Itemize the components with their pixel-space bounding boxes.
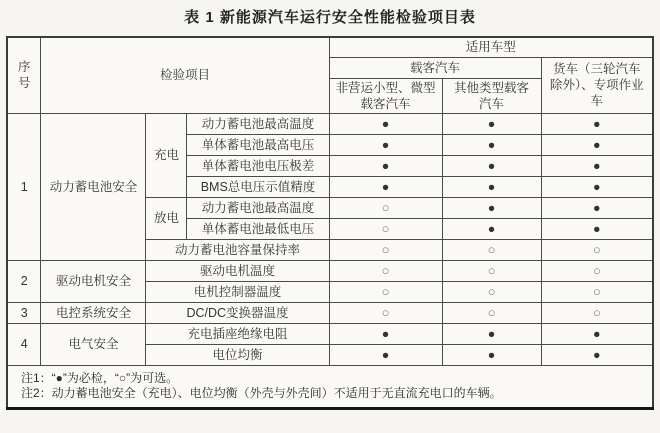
mark-cell: ● — [442, 218, 541, 239]
group-cell: 电气安全 — [41, 323, 146, 365]
mark-cell: ● — [442, 176, 541, 197]
mark-cell: ○ — [541, 281, 653, 302]
header-col-trucks: 货车（三轮汽车除外）、专项作业车 — [541, 57, 653, 113]
mark-cell: ● — [541, 218, 653, 239]
mark-cell: ● — [442, 134, 541, 155]
item-cell: 单体蓄电池电压极差 — [187, 155, 329, 176]
header-applicable-models: 适用车型 — [329, 37, 653, 57]
mark-cell: ● — [329, 134, 442, 155]
item-cell: 动力蓄电池最高温度 — [187, 113, 329, 134]
mark-cell: ○ — [329, 218, 442, 239]
mark-cell: ○ — [329, 281, 442, 302]
mark-cell: ● — [442, 113, 541, 134]
header-inspection-items: 检验项目 — [41, 37, 329, 113]
header-serial: 序号 — [7, 37, 41, 113]
item-cell: 动力蓄电池最高温度 — [187, 197, 329, 218]
mark-cell: ○ — [541, 302, 653, 323]
table-row — [7, 260, 653, 281]
mark-cell: ● — [541, 176, 653, 197]
mark-cell: ● — [541, 323, 653, 344]
mark-cell: ● — [442, 155, 541, 176]
mark-cell: ○ — [442, 239, 541, 260]
mark-cell: ● — [329, 113, 442, 134]
header-passenger-vehicles: 载客汽车 — [329, 57, 541, 78]
item-cell: 驱动电机温度 — [146, 260, 329, 281]
item-cell: 充电插座绝缘电阻 — [146, 323, 329, 344]
header-col-other-passenger: 其他类型载客汽车 — [442, 78, 541, 113]
mark-cell: ○ — [329, 302, 442, 323]
mark-cell: ● — [329, 176, 442, 197]
mark-cell: ● — [329, 344, 442, 365]
serial-cell: 1 — [7, 113, 41, 260]
note-line-2: 注2：动力蓄电池安全（充电）、电位均衡（外壳与外壳间）不适用于无直流充电口的车辆。 — [20, 385, 502, 400]
mark-cell: ○ — [329, 197, 442, 218]
mark-cell: ○ — [329, 260, 442, 281]
mark-cell: ○ — [442, 281, 541, 302]
group-cell: 驱动电机安全 — [41, 260, 146, 302]
mark-cell: ● — [541, 197, 653, 218]
notes-row — [7, 365, 653, 408]
mark-cell: ● — [442, 344, 541, 365]
item-cell: DC/DC变换器温度 — [146, 302, 329, 323]
table-row — [7, 302, 653, 323]
item-cell: 电位均衡 — [146, 344, 329, 365]
inspection-table — [6, 36, 654, 410]
item-cell: BMS总电压示值精度 — [187, 176, 329, 197]
mark-cell: ● — [329, 155, 442, 176]
mark-cell: ○ — [442, 260, 541, 281]
item-cell: 动力蓄电池容量保持率 — [146, 239, 329, 260]
mark-cell: ○ — [329, 239, 442, 260]
mark-cell: ● — [541, 155, 653, 176]
mark-cell: ○ — [442, 302, 541, 323]
note-line-1: 注1：“●”为必检，“○”为可选。 — [20, 370, 179, 385]
mark-cell: ● — [541, 344, 653, 365]
group-cell: 电控系统安全 — [41, 302, 146, 323]
group-cell: 动力蓄电池安全 — [41, 113, 146, 260]
serial-cell: 4 — [7, 323, 41, 365]
mark-cell: ● — [442, 323, 541, 344]
mark-cell: ● — [541, 113, 653, 134]
table-row — [7, 323, 653, 344]
notes-box — [7, 365, 653, 408]
header-col-nonoperating-small: 非营运小型、微型载客汽车 — [329, 78, 442, 113]
item-cell: 单体蓄电池最低电压 — [187, 218, 329, 239]
mark-cell: ○ — [541, 239, 653, 260]
mark-cell: ● — [541, 134, 653, 155]
mark-cell: ● — [329, 323, 442, 344]
mark-cell: ● — [442, 197, 541, 218]
table-row — [7, 113, 653, 134]
serial-cell: 3 — [7, 302, 41, 323]
item-cell: 电机控制器温度 — [146, 281, 329, 302]
subgroup-cell: 放电 — [146, 197, 187, 239]
mark-cell: ○ — [541, 260, 653, 281]
page-title: 表 1 新能源汽车运行安全性能检验项目表 — [184, 9, 476, 26]
serial-cell: 2 — [7, 260, 41, 302]
subgroup-cell: 充电 — [146, 113, 187, 197]
item-cell: 单体蓄电池最高电压 — [187, 134, 329, 155]
